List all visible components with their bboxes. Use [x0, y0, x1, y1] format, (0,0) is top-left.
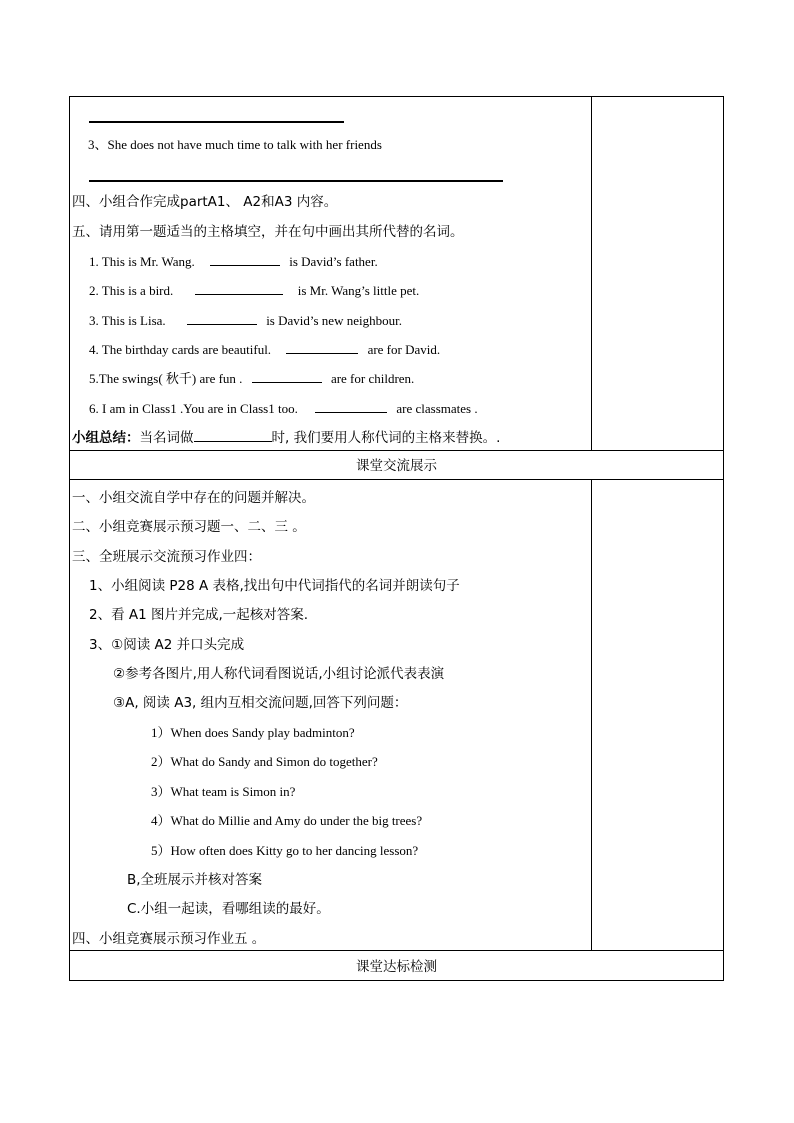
exercise-item-3: 3. This is Lisa. is David’s new neighbour.	[89, 313, 402, 328]
worksheet-table	[69, 96, 724, 981]
answer-line	[89, 121, 344, 123]
exchange-line-b: B,全班展示并核对答案	[127, 872, 263, 888]
exchange-line-6: 3、①阅读 A2 并口头完成	[89, 637, 245, 653]
exchange-line-4: 1、小组阅读 P28 A 表格,找出句中代词指代的名词并朗读句子	[89, 578, 460, 594]
exchange-step-4: 四、小组竞赛展示预习作业五 。	[72, 931, 266, 947]
table-border-top	[69, 96, 724, 97]
a3-question-1: 1）When does Sandy play badminton?	[151, 725, 355, 740]
exercise-item-5: 5.The swings( 秋千) are fun . are for children.	[89, 371, 415, 386]
fill-blank[interactable]	[286, 341, 358, 354]
fill-blank[interactable]	[194, 429, 272, 442]
row-divider-3	[69, 950, 724, 951]
step-5-text: 五、请用第一题适当的主格填空，并在句中画出其所代替的名词。	[72, 224, 464, 240]
exchange-line-7: ②参考各图片,用人称代词看图说话,小组讨论派代表表演	[113, 666, 445, 682]
fill-blank[interactable]	[210, 253, 280, 266]
section-header-class-exchange: 课堂交流展示	[356, 458, 437, 474]
row-divider-2	[69, 479, 724, 480]
fill-blank[interactable]	[315, 400, 387, 413]
column-divider-1	[591, 96, 592, 451]
a3-question-2: 2）What do Sandy and Simon do together?	[151, 754, 378, 769]
answer-line	[89, 180, 503, 182]
question-3: 3、She does not have much time to talk with her friends	[88, 137, 382, 152]
table-border-right	[723, 96, 724, 981]
exchange-line-c: C.小组一起读，看哪组读的最好。	[127, 901, 330, 917]
exercise-item-6: 6. I am in Class1 .You are in Class1 too. are classmates .	[89, 401, 478, 416]
fill-blank[interactable]	[252, 370, 322, 383]
column-divider-2	[591, 480, 592, 951]
exchange-line-3: 三、全班展示交流预习作业四：	[72, 549, 261, 565]
exchange-line-2: 二、小组竞赛展示预习题一、二、三 。	[72, 519, 306, 535]
row-divider-1	[69, 450, 724, 451]
a3-question-3: 3）What team is Simon in?	[151, 784, 296, 799]
fill-blank[interactable]	[195, 282, 283, 295]
summary-label: 小组总结：	[72, 430, 140, 446]
a3-question-5: 5）How often does Kitty go to her dancing lesson?	[151, 843, 419, 858]
table-border-bottom	[69, 980, 724, 981]
group-summary: 小组总结：当名词做 时, 我们要用人称代词的主格来替换。.	[72, 430, 501, 446]
section-header-class-test: 课堂达标检测	[356, 959, 437, 975]
exchange-line-1: 一、小组交流自学中存在的问题并解决。	[72, 490, 315, 506]
table-border-left	[69, 96, 70, 981]
exchange-line-5: 2、看 A1 图片并完成,一起核对答案.	[89, 607, 309, 623]
fill-blank[interactable]	[187, 312, 257, 325]
exercise-item-4: 4. The birthday cards are beautiful. are for David.	[89, 342, 441, 357]
exercise-item-1: 1. This is Mr. Wang. is David’s father.	[89, 254, 378, 269]
step-4-text: 四、小组合作完成partA1、 A2和A3 内容。	[72, 194, 338, 210]
exercise-item-2: 2. This is a bird. is Mr. Wang’s little pet.	[89, 283, 420, 298]
a3-question-4: 4）What do Millie and Amy do under the big trees?	[151, 813, 423, 828]
exchange-line-8: ③A, 阅读 A3, 组内互相交流问题,回答下列问题：	[113, 695, 408, 711]
